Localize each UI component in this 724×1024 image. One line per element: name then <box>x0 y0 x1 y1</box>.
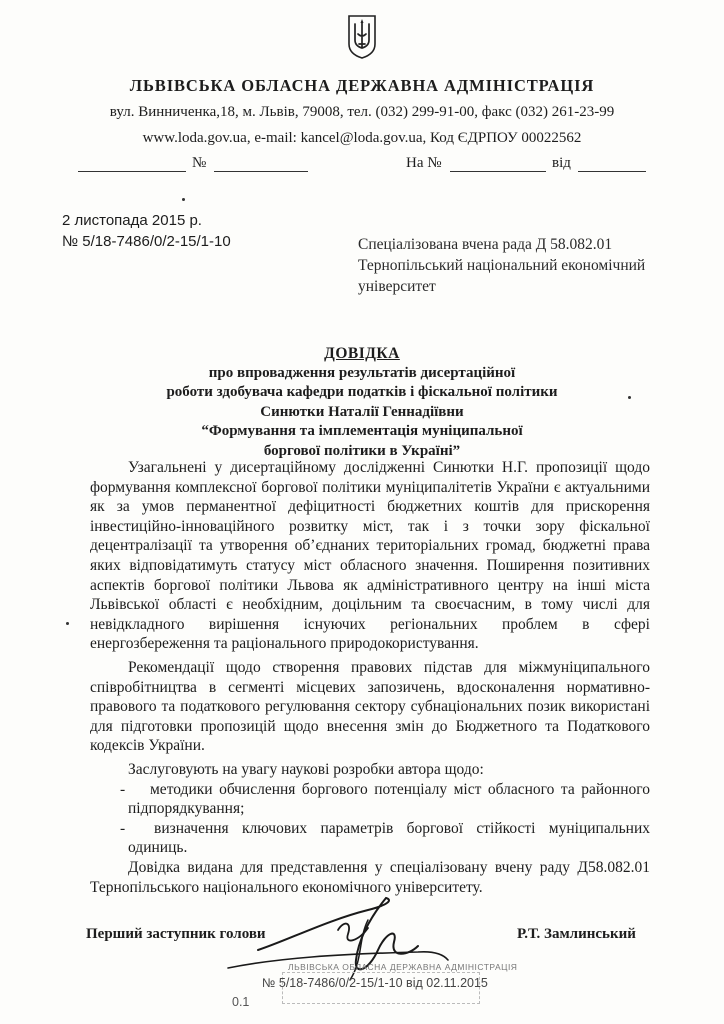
scan-speck <box>182 198 185 201</box>
recipient-line: Спеціалізована вчена рада Д 58.082.01 <box>358 236 613 253</box>
recipient-line: університет <box>358 278 436 295</box>
organization-address: вул. Винниченка,18, м. Львів, 79008, тел. (032) 299-91-00, факс (032) 261-23-99 <box>109 104 615 120</box>
recipient-block <box>358 234 688 297</box>
outgoing-date: 2 листопада 2015 р. <box>62 212 202 229</box>
ref-number-line <box>214 171 308 172</box>
scan-speck <box>628 396 631 399</box>
list-item <box>90 780 650 819</box>
stamp-organization: ЛЬВІВСЬКА ОБЛАСНА ДЕРЖАВНА АДМІНІСТРАЦІЯ <box>288 962 518 972</box>
scan-speck <box>66 622 69 625</box>
list-dash: - <box>120 780 126 798</box>
list-item-text: визначення ключових параметрів боргової стійкості муніципальних одиниць. <box>128 819 650 857</box>
incoming-number-label: На № <box>406 155 442 171</box>
title-line: “Формування та імплементація муніципальної <box>201 423 523 439</box>
title-line: Синютки Наталії Геннадіївни <box>260 403 464 420</box>
document-title-block <box>0 344 724 461</box>
document-heading: ДОВІДКА <box>324 345 400 362</box>
recipient-line: Тернопільський національний економічний <box>358 257 646 274</box>
title-line: про впровадження результатів дисертаційної <box>208 364 516 381</box>
list-item <box>90 819 650 858</box>
signer-name: Р.Т. Замлинський <box>517 926 636 942</box>
ref-date-line <box>78 171 186 172</box>
organization-contacts: www.loda.gov.ua, e-mail: kancel@loda.gov.ua, Код ЄДРПОУ 00022562 <box>142 130 582 146</box>
organization-name: ЛЬВІВСЬКА ОБЛАСНА ДЕРЖАВНА АДМІНІСТРАЦІЯ <box>129 76 595 95</box>
incoming-date-label: від <box>552 155 571 171</box>
document-body <box>90 458 650 858</box>
incoming-date-line <box>578 171 646 172</box>
title-line: боргової політики в Україні” <box>263 442 461 459</box>
closing-paragraph: Довідка видана для представлення у спеціалізовану вчену раду Д58.082.01 Тернопільського національного економічного університету. <box>90 859 650 896</box>
list-dash: - <box>120 819 126 837</box>
stamp-registration-number: № 5/18-7486/0/2-15/1-10 від 02.11.2015 <box>262 976 488 990</box>
outgoing-number: № 5/18-7486/0/2-15/1-10 <box>62 233 231 250</box>
body-paragraph: Заслуговують на увагу наукові розробки автора щодо: <box>128 760 484 778</box>
footer-code: 0.1 <box>232 995 250 1009</box>
signer-position: Перший заступник голови <box>86 926 266 942</box>
title-line: роботи здобувача кафедри податків і фіскальної політики <box>166 384 558 400</box>
incoming-number-line <box>450 171 546 172</box>
body-paragraph: Узагальнені у дисертаційному дослідженні Синютки Н.Г. пропозиції щодо формування комплексної боргової політики муніципалітетів України є актуальними як за умов перманентної дефіцитності бюджетних коштів для прискорення інвестиційно-інноваційного розвитку міст, так і з точки зору фіскальної децентралізації та утворення об’єднаних територіальних громад, бюджетні права яких відповідатимуть статусу міст обласного значення. Поширення позитивних аспектів боргової політики Львова як адміністративного центру на інші міста Львівської області є необхідним, доцільним та своєчасним, в тому числі для невідкладного вирішення існуючих регіональних проблем в сфері енергозбереження та раціонального природокористування. <box>90 459 650 653</box>
body-paragraph: Рекомендації щодо створення правових підстав для міжмуніципального співробітництва в сегменті місцевих запозичень, вдосконалення нормативно-правового та податкового регулювання сектору субнаціональних позик використані для підготовки пропозицій щодо внесення змін до Бюджетного та Податкового кодексів України. <box>90 658 650 755</box>
coat-of-arms-trident-icon <box>346 14 378 60</box>
ref-number-label: № <box>192 155 207 171</box>
list-item-text: методики обчислення боргового потенціалу міст обласного та районного підпорядкування; <box>128 780 650 818</box>
